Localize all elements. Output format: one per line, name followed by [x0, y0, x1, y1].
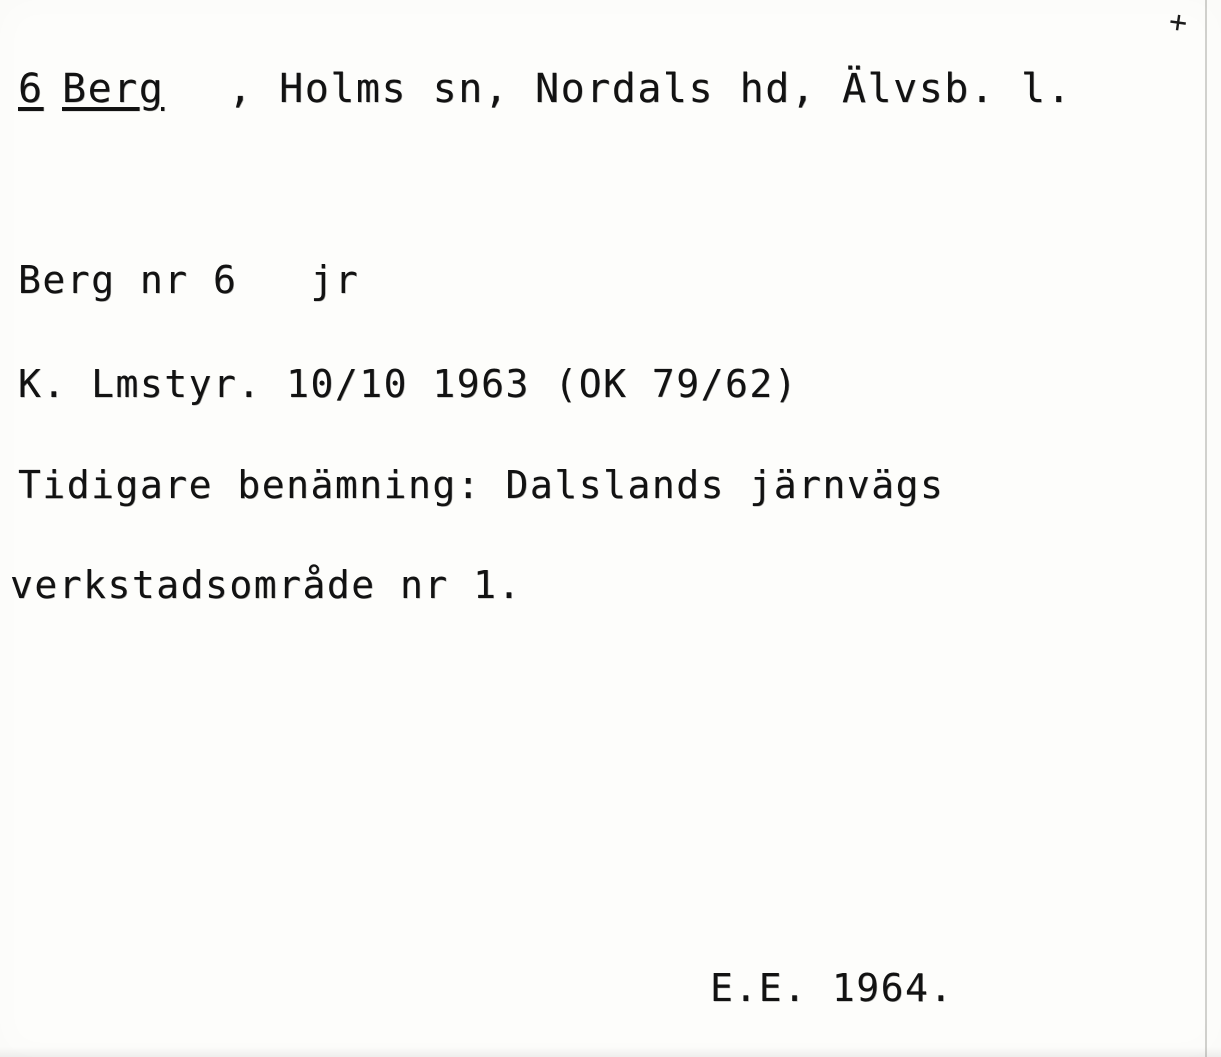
- body-line-4: verkstadsområde nr 1.: [10, 563, 522, 607]
- body-line-1: Berg nr 6 jr: [18, 258, 360, 302]
- card-right-edge: [1205, 0, 1207, 1057]
- signature-line: E.E. 1964.: [710, 966, 954, 1010]
- body-line-3: Tidigare benämning: Dalslands järnvägs: [18, 463, 945, 507]
- registration-cross-icon: +: [1166, 3, 1190, 42]
- header-place-name: Berg: [62, 66, 165, 112]
- card-bottom-shade: [0, 1047, 1221, 1057]
- header-number: 6: [18, 66, 44, 112]
- body-line-2: K. Lmstyr. 10/10 1963 (OK 79/62): [18, 362, 799, 406]
- header-location-details: , Holms sn, Nordals hd, Älvsb. l.: [228, 66, 1073, 112]
